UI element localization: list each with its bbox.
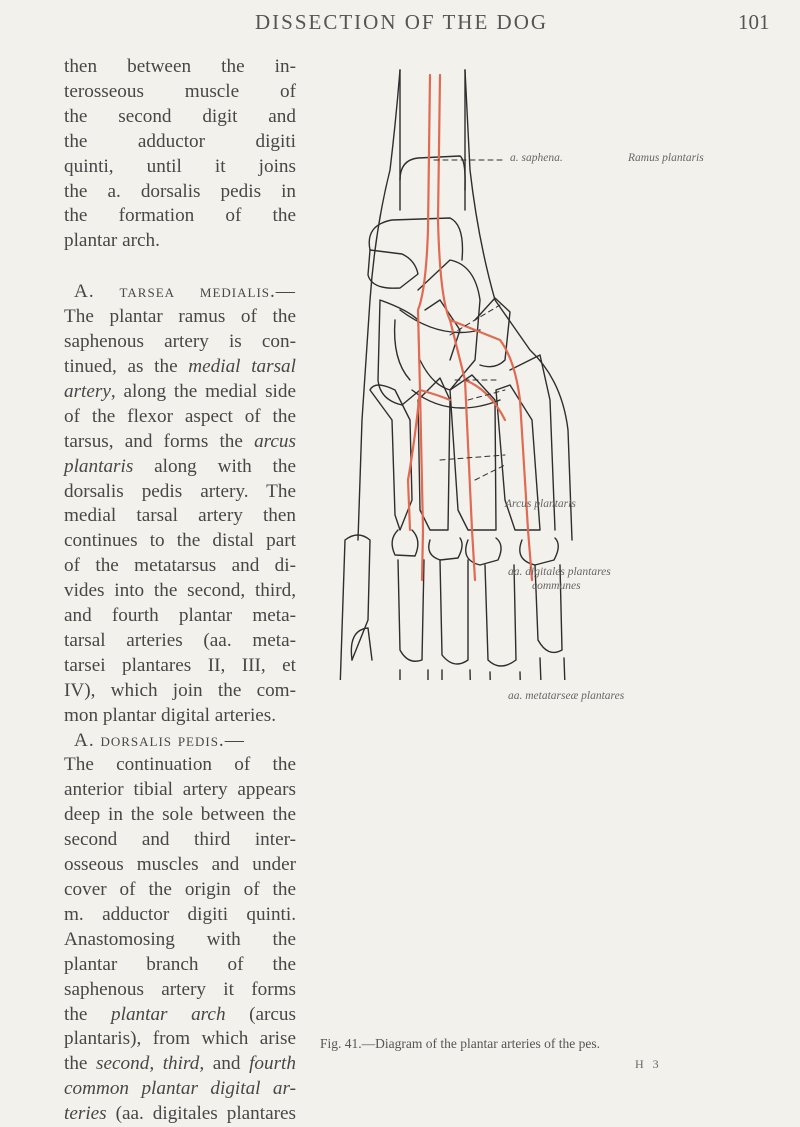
text-line: the adductor digiti xyxy=(64,130,296,152)
text-line: Anastomosing with the xyxy=(64,928,296,950)
text-line: IV), which join the com- xyxy=(64,679,296,701)
text-line: plantar arch. xyxy=(64,230,160,252)
text-line: the plantar arch (arcus xyxy=(64,1003,296,1025)
italic-term: arcus xyxy=(254,430,296,452)
label-a-saphena: a. saphena. xyxy=(510,152,563,164)
text-line: continues to the distal part xyxy=(64,530,296,552)
text-line: then between the in- xyxy=(64,56,296,77)
label-aa-digitales-plantares: aa. digitales plantares xyxy=(508,566,611,578)
text-line: quinti, until it joins xyxy=(64,155,296,177)
text-line: tarsei plantares II, III, et xyxy=(64,654,296,676)
label-communes: communes xyxy=(532,580,581,592)
page-number: 101 xyxy=(738,10,770,34)
text-line: the a. dorsalis pedis in xyxy=(64,180,296,202)
italic-term: common plantar digital ar- xyxy=(64,1078,296,1100)
text-line: mon plantar digital arteries. xyxy=(64,704,277,726)
italic-term: second, third, xyxy=(96,1053,205,1075)
italic-term: plantar arch xyxy=(111,1003,226,1025)
italic-term: artery xyxy=(64,380,111,402)
text-line: artery, along the medial side xyxy=(64,380,296,402)
text-line: plantaris), from which arise xyxy=(64,1028,296,1050)
italic-term: fourth xyxy=(249,1053,296,1075)
text-line: deep in the sole between the xyxy=(64,804,296,826)
text-line: cover of the origin of the xyxy=(64,879,296,900)
text-line: vides into the second, third, xyxy=(64,580,296,602)
text-line: tarsus, and forms the arcus xyxy=(64,430,296,452)
text-line: saphenous artery it forms xyxy=(64,978,296,1000)
text-line: tinued, as the medial tarsal xyxy=(64,355,296,377)
text-line: m. adductor digiti quinti. xyxy=(64,903,296,925)
italic-term: teries xyxy=(64,1103,107,1125)
italic-term: medial tarsal xyxy=(188,355,296,377)
signature-mark: H 3 xyxy=(635,1057,662,1071)
text-line: osseous muscles and under xyxy=(64,854,296,876)
label-ramus-plantaris: Ramus plantaris xyxy=(628,152,704,164)
figure-caption: Fig. 41.—Diagram of the plantar arteries of the pes. xyxy=(320,1036,601,1051)
text-line: saphenous artery is con- xyxy=(64,331,296,353)
text-line: of the metatarsus and di- xyxy=(64,555,296,577)
running-title: DISSECTION OF THE DOG xyxy=(255,10,549,34)
section-heading-dorsalis-pedis: A. dorsalis pedis.— xyxy=(74,729,245,751)
text-line: medial tarsal artery then xyxy=(64,505,296,527)
section-heading-tarsea-medialis: A. tarsea medialis.— xyxy=(74,281,296,303)
text-line: plantaris along with the xyxy=(64,455,296,477)
text-line: dorsalis pedis artery. The xyxy=(64,480,296,502)
text-line: of the flexor aspect of the xyxy=(64,405,296,427)
label-arcus-plantaris: Arcus plantaris xyxy=(505,498,576,510)
text-line: teries (aa. digitales plantares xyxy=(64,1103,296,1125)
text-line: the second, third, and fourth xyxy=(64,1053,296,1075)
running-head xyxy=(0,10,800,40)
text-line: anterior tibial artery appears xyxy=(64,779,296,801)
text-line: and fourth plantar meta- xyxy=(64,605,296,627)
text-line: tarsal arteries (aa. meta- xyxy=(64,629,296,651)
plantar-arteries-diagram xyxy=(300,60,800,702)
text-line: The continuation of the xyxy=(64,754,296,776)
text-line: second and third inter- xyxy=(64,829,296,851)
text-line: The plantar ramus of the xyxy=(64,306,296,328)
text-line: terosseous muscle of xyxy=(64,80,296,102)
body-text-column xyxy=(64,55,296,1127)
text-line: the formation of the xyxy=(64,205,296,227)
italic-term: plantaris xyxy=(64,455,134,477)
label-aa-metatarseae-plantares: aa. metatarseæ plantares xyxy=(508,690,625,702)
text-line: plantar branch of the xyxy=(64,953,296,975)
text-line: the second digit and xyxy=(64,105,296,127)
paragraph-gap xyxy=(64,254,296,280)
